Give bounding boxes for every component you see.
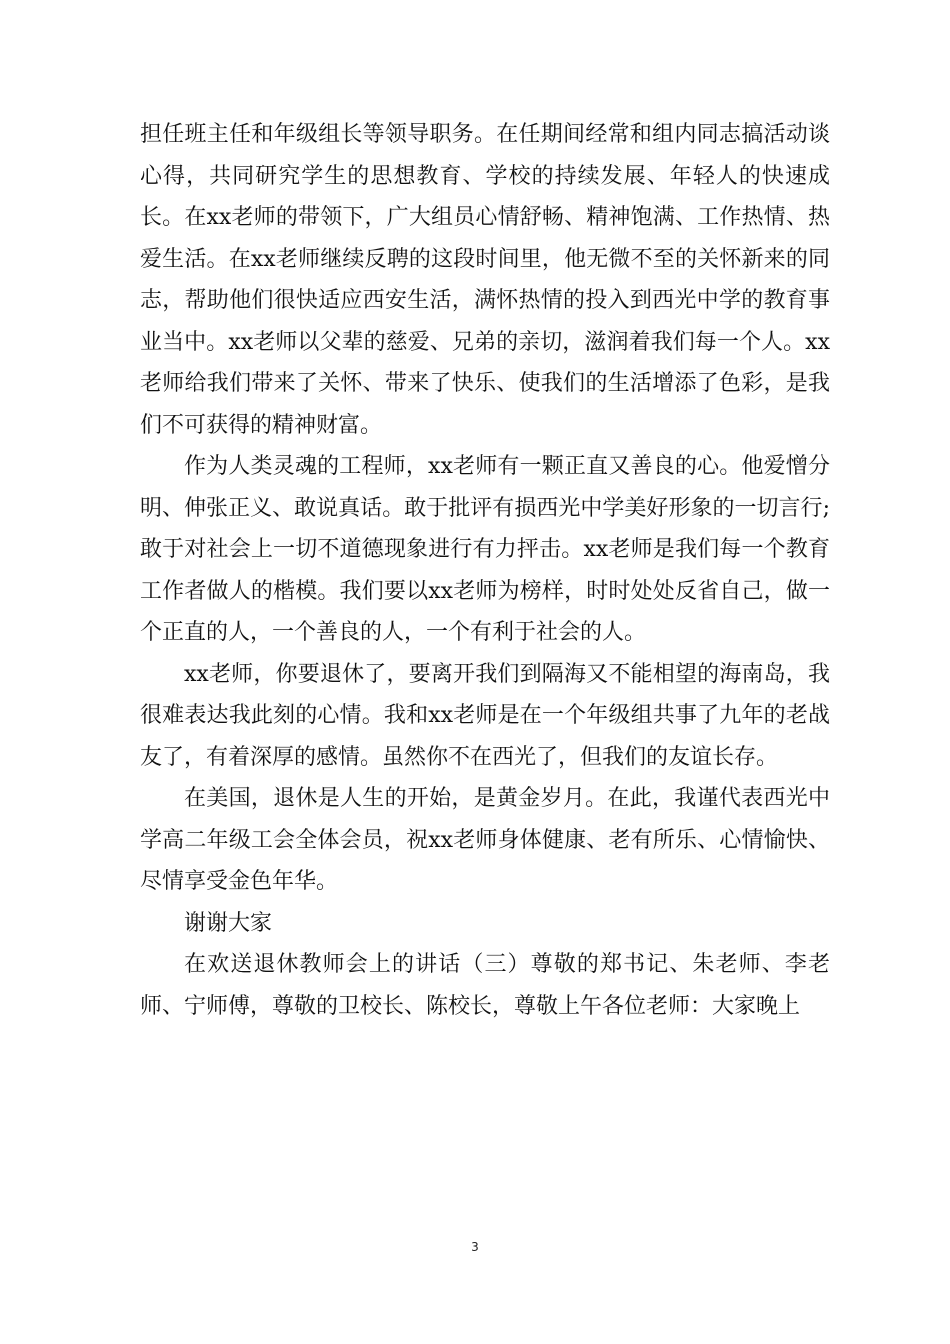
paragraph-1: 担任班主任和年级组长等领导职务。在任期间经常和组内同志搞活动谈心得，共同研究学生的思想教育、学校的持续发展、年轻人的快速成长。在xx老师的带领下，广大组员心情舒畅、精神饱满、工作热情、热爱生活。在xx老师继续反聘的这段时间里，他无微不至的关怀新来的同志，帮助他们很快适应西安生活，满怀热情的投入到西光中学的教育事业当中。xx老师以父辈的慈爱、兄弟的亲切，滋润着我们每一个人。xx老师给我们带来了关怀、带来了快乐、使我们的生活增添了色彩，是我们不可获得的精神财富。 (140, 122, 830, 438)
paragraph-5: 谢谢大家 (184, 910, 273, 936)
paragraph-2: 作为人类灵魂的工程师，xx老师有一颗正直又善良的心。他爱憎分明、伸张正义、敢说真话。敢于批评有损西光中学美好形象的一切言行;敢于对社会上一切不道德现象进行有力抨击。xx老师是我们每一个教育工作者做人的楷模。我们要以xx老师为榜样，时时处处反省自己，做一个正直的人，一个善良的人，一个有利于社会的人。 (140, 454, 830, 645)
paragraph-3: xx老师，你要退休了，要离开我们到隔海又不能相望的海南岛，我很难表达我此刻的心情。我和xx老师是在一个年级组共事了九年的老战友了，有着深厚的感情。虽然你不在西光了，但我们的友谊长存。 (140, 661, 830, 770)
page-number: 3 (471, 1240, 479, 1254)
paragraph-4: 在美国，退休是人生的开始，是黄金岁月。在此，我谨代表西光中学高二年级工会全体会员，祝xx老师身体健康、老有所乐、心情愉快、尽情享受金色年华。 (140, 786, 830, 894)
paragraph-6: 在欢送退休教师会上的讲话（三）尊敬的郑书记、朱老师、李老师、宁师傅，尊敬的卫校长、陈校长，尊敬上午各位老师：大家晚上 (140, 952, 830, 1019)
document-body (140, 114, 830, 1027)
